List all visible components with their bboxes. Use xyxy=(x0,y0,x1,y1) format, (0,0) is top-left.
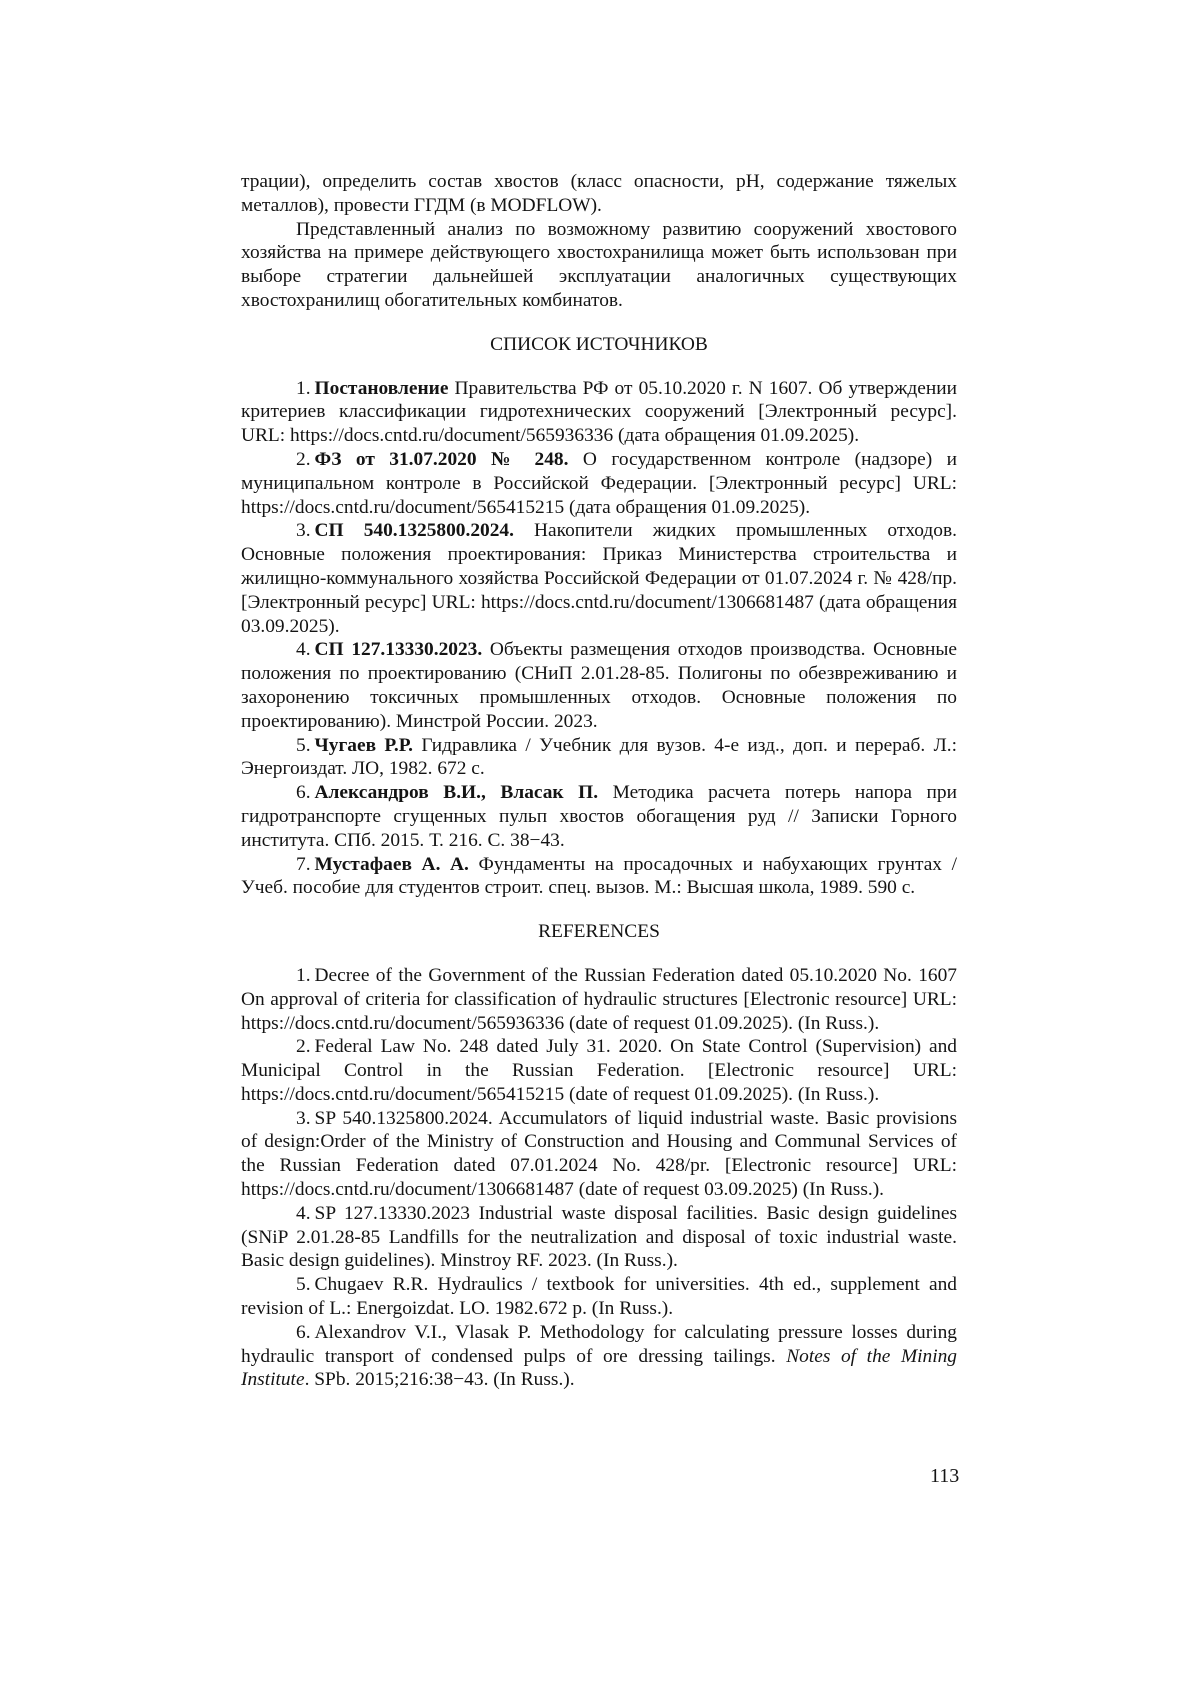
body-paragraph: Представленный анализ по возможному развитию сооружений хвостового хозяйства на примере действующего хвостохранилища может быть использован при выборе стратегии дальнейшей эксплуатации аналогичных существующих хвостохранилищ обогатительных комбинатов. xyxy=(241,218,957,311)
source-number: 2. xyxy=(296,448,311,470)
reference-text: Alexandrov V.I., Vlasak P. Methodology for calculating pressure losses during hydraulic transport of condensed pulps of ore dressing tailings. xyxy=(241,1321,957,1367)
source-item xyxy=(241,853,957,901)
source-bold-title: СП 540.1325800.2024. xyxy=(314,520,514,542)
source-bold-title: ФЗ от 31.07.2020 № 248. xyxy=(314,448,569,470)
source-item xyxy=(241,638,957,733)
body-paragraph-continued: трации), определить состав хвостов (класс опасности, pH, содержание тяжелых металлов), провести ГГДМ (в MODFLOW). xyxy=(241,171,957,216)
source-item xyxy=(241,519,957,638)
reference-item xyxy=(241,964,957,1035)
reference-number: 1. xyxy=(296,964,311,986)
reference-item xyxy=(241,1107,957,1202)
source-bold-title: Чугаев Р.Р. xyxy=(314,734,413,756)
source-text: Гидравлика / Учебник для вузов. 4-е изд., доп. и перераб. Л.: Энергоиздат. ЛО, 1982. 672 с. xyxy=(241,734,958,780)
reference-item xyxy=(241,1273,957,1321)
source-text: Правительства РФ от 05.10.2020 г. N 1607. Об утверждении критериев классификации гидротехнических сооружений [Электронный ресурс]. URL: https://docs.cntd.ru/document/565936336 (дата обращения 01.09.2025). xyxy=(241,377,957,447)
reference-number: 4. xyxy=(296,1202,311,1224)
page-number: 113 xyxy=(930,1465,960,1487)
reference-text-tail: . SPb. 2015;216:38−43. (In Russ.). xyxy=(304,1369,575,1391)
reference-text: SP 127.13330.2023 Industrial waste disposal facilities. Basic design guidelines (SNiP 2.01.28-85 Landfills for the neutralization and disposal of toxic industrial waste. Basic design guidelines). Minstroy RF. 2023. (In Russ.). xyxy=(241,1202,957,1272)
source-bold-title: СП 127.13330.2023. xyxy=(314,639,483,661)
reference-text: Federal Law No. 248 dated July 31. 2020. On State Control (Supervision) and Municipal Control in the Russian Federation. [Electronic resource] URL: https://docs.cntd.ru/document/565415215 (date of request 01.09.2025). (In Russ.). xyxy=(241,1036,957,1105)
source-number: 1. xyxy=(296,377,311,399)
references-list xyxy=(241,964,957,1392)
sources-list xyxy=(241,377,957,901)
reference-text: Chugaev R.R. Hydraulics / textbook for universities. 4th ed., supplement and revision of L.: Energoizdat. LO. 1982.672 p. (In Russ.). xyxy=(241,1274,957,1320)
reference-number: 3. xyxy=(296,1107,311,1129)
reference-item xyxy=(241,1035,957,1106)
source-text: О государственном контроле (надзоре) и муниципальном контроле в Российской Федерации. [Электронный ресурс] URL: https://docs.cntd.ru/document/565415215 (дата обращения 01.09.2025). xyxy=(241,448,957,518)
source-item xyxy=(241,448,957,519)
source-number: 3. xyxy=(296,520,311,542)
source-number: 4. xyxy=(296,639,311,661)
reference-number: 2. xyxy=(296,1036,311,1058)
source-number: 5. xyxy=(296,734,311,756)
reference-item xyxy=(241,1202,957,1273)
source-bold-title: Александров В.И., Власак П. xyxy=(314,782,599,804)
source-item xyxy=(241,781,957,852)
source-text: Фундаменты на просадочных и набухающих грунтах / Учеб. пособие для студентов строит. спец. вызов. М.: Высшая школа, 1989. 590 с. xyxy=(241,853,958,899)
source-text: Объекты размещения отходов производства. Основные положения по проектированию (СНиП 2.01.28-85. Полигоны по обезвреживанию и захоронению токсичных промышленных отходов. Основные положения по проектированию). Минстрой России. 2023. xyxy=(241,639,957,732)
source-number: 6. xyxy=(296,782,311,804)
references-heading: REFERENCES xyxy=(538,921,660,943)
reference-journal-title: Notes of the Mining Institute xyxy=(241,1345,958,1391)
reference-text: SP 540.1325800.2024. Accumulators of liquid industrial waste. Basic provisions of design:Order of the Ministry of Construction and Housing and Communal Services of the Russian Federation dated 07.01.2024 No. 428/pr. [Electronic resource] URL: https://docs.cntd.ru/document/1306681487 (date of request 03.09.2025) (In Russ.). xyxy=(241,1107,957,1201)
source-text: Методика расчета потерь напора при гидротранспорте сгущенных пульп хвостов обогащения руд // Записки Горного института. СПб. 2015. Т. 216. С. 38−43. xyxy=(241,782,957,851)
source-bold-title: Постановление xyxy=(314,377,449,399)
source-item xyxy=(241,734,957,782)
page-content xyxy=(241,170,957,1392)
source-number: 7. xyxy=(296,853,311,875)
sources-heading: СПИСОК ИСТОЧНИКОВ xyxy=(490,333,708,355)
source-text: Накопители жидких промышленных отходов. Основные положения проектирования: Приказ Министерства строительства и жилищно-коммунального хозяйства Российской Федерации от 01.07.2024 г. № 428/пр. [Электронный ресурс] URL: https://docs.cntd.ru/document/1306681487 (дата обращения 03.09.2025). xyxy=(241,520,957,637)
source-item xyxy=(241,377,957,448)
reference-number: 5. xyxy=(296,1274,311,1296)
reference-item xyxy=(241,1321,957,1392)
reference-number: 6. xyxy=(296,1321,311,1343)
source-bold-title: Мустафаев А. А. xyxy=(314,853,469,875)
reference-text: Decree of the Government of the Russian Federation dated 05.10.2020 No. 1607 On approval of criteria for classification of hydraulic structures [Electronic resource] URL: https://docs.cntd.ru/document/565936336 (date of request 01.09.2025). (In Russ.). xyxy=(241,964,957,1034)
